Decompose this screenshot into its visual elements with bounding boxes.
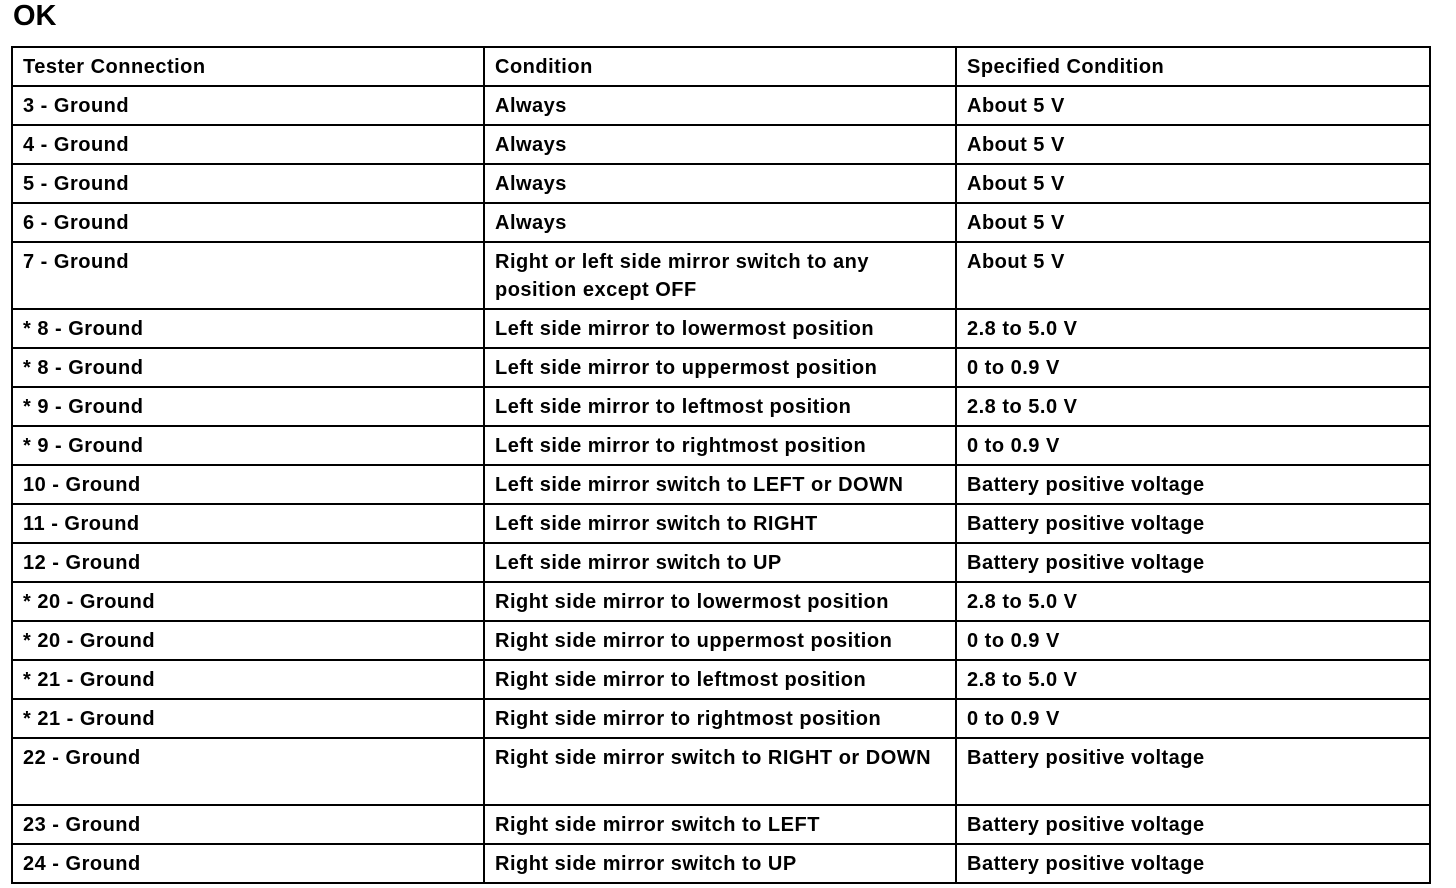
cell-specified-condition: About 5 V [956, 242, 1430, 309]
cell-tester-connection: 11 - Ground [12, 504, 484, 543]
table-row [12, 426, 1430, 465]
cell-condition: Always [484, 164, 956, 203]
header-specified-condition: Specified Condition [956, 47, 1430, 86]
table-row [12, 203, 1430, 242]
cell-condition: Right side mirror to rightmost position [484, 699, 956, 738]
cell-tester-connection: 23 - Ground [12, 805, 484, 844]
table-row [12, 738, 1430, 805]
cell-tester-connection: * 21 - Ground [12, 699, 484, 738]
table-row [12, 699, 1430, 738]
cell-condition: Left side mirror switch to LEFT or DOWN [484, 465, 956, 504]
table-row [12, 164, 1430, 203]
cell-specified-condition: Battery positive voltage [956, 504, 1430, 543]
cell-tester-connection: * 8 - Ground [12, 309, 484, 348]
cell-condition: Left side mirror to rightmost position [484, 426, 956, 465]
cell-tester-connection: 24 - Ground [12, 844, 484, 883]
table-row [12, 465, 1430, 504]
cell-tester-connection: 4 - Ground [12, 125, 484, 164]
table-row [12, 387, 1430, 426]
cell-tester-connection: 12 - Ground [12, 543, 484, 582]
cell-specified-condition: Battery positive voltage [956, 738, 1430, 805]
cell-specified-condition: About 5 V [956, 86, 1430, 125]
cell-tester-connection: * 8 - Ground [12, 348, 484, 387]
cell-tester-connection: * 20 - Ground [12, 582, 484, 621]
table-row [12, 621, 1430, 660]
cell-condition: Right side mirror to leftmost position [484, 660, 956, 699]
page-title: OK [13, 0, 57, 32]
cell-tester-connection: * 9 - Ground [12, 426, 484, 465]
cell-tester-connection: 6 - Ground [12, 203, 484, 242]
table-row [12, 86, 1430, 125]
cell-specified-condition: 2.8 to 5.0 V [956, 309, 1430, 348]
cell-condition: Left side mirror to lowermost position [484, 309, 956, 348]
cell-specified-condition: 0 to 0.9 V [956, 348, 1430, 387]
cell-condition: Right side mirror switch to UP [484, 844, 956, 883]
cell-condition: Always [484, 125, 956, 164]
cell-tester-connection: 3 - Ground [12, 86, 484, 125]
cell-specified-condition: About 5 V [956, 125, 1430, 164]
table-row [12, 242, 1430, 309]
table-row [12, 125, 1430, 164]
cell-specified-condition: 0 to 0.9 V [956, 426, 1430, 465]
cell-specified-condition: 0 to 0.9 V [956, 699, 1430, 738]
cell-specified-condition: Battery positive voltage [956, 805, 1430, 844]
tester-specification-table [11, 46, 1431, 884]
cell-tester-connection: 5 - Ground [12, 164, 484, 203]
cell-condition: Right side mirror to uppermost position [484, 621, 956, 660]
cell-tester-connection: 10 - Ground [12, 465, 484, 504]
table-row [12, 543, 1430, 582]
cell-condition: Right side mirror switch to LEFT [484, 805, 956, 844]
cell-tester-connection: 7 - Ground [12, 242, 484, 309]
table-row [12, 844, 1430, 883]
cell-tester-connection: * 21 - Ground [12, 660, 484, 699]
table-row [12, 582, 1430, 621]
table-row [12, 309, 1430, 348]
table-row [12, 348, 1430, 387]
table-row [12, 504, 1430, 543]
cell-specified-condition: Battery positive voltage [956, 465, 1430, 504]
cell-condition: Right side mirror switch to RIGHT or DOWN [484, 738, 956, 805]
table-header-row [12, 47, 1430, 86]
table-row [12, 660, 1430, 699]
cell-specified-condition: 2.8 to 5.0 V [956, 582, 1430, 621]
cell-specified-condition: Battery positive voltage [956, 844, 1430, 883]
cell-specified-condition: About 5 V [956, 203, 1430, 242]
header-tester-connection: Tester Connection [12, 47, 484, 86]
cell-condition: Left side mirror switch to UP [484, 543, 956, 582]
cell-condition: Right or left side mirror switch to any position except OFF [484, 242, 956, 309]
cell-condition: Always [484, 86, 956, 125]
cell-specified-condition: Battery positive voltage [956, 543, 1430, 582]
cell-condition: Left side mirror to leftmost position [484, 387, 956, 426]
table-row [12, 805, 1430, 844]
cell-specified-condition: 0 to 0.9 V [956, 621, 1430, 660]
cell-specified-condition: 2.8 to 5.0 V [956, 660, 1430, 699]
cell-tester-connection: 22 - Ground [12, 738, 484, 805]
cell-tester-connection: * 9 - Ground [12, 387, 484, 426]
header-condition: Condition [484, 47, 956, 86]
cell-condition: Left side mirror to uppermost position [484, 348, 956, 387]
cell-condition: Left side mirror switch to RIGHT [484, 504, 956, 543]
cell-specified-condition: 2.8 to 5.0 V [956, 387, 1430, 426]
cell-condition: Always [484, 203, 956, 242]
cell-specified-condition: About 5 V [956, 164, 1430, 203]
cell-tester-connection: * 20 - Ground [12, 621, 484, 660]
cell-condition: Right side mirror to lowermost position [484, 582, 956, 621]
